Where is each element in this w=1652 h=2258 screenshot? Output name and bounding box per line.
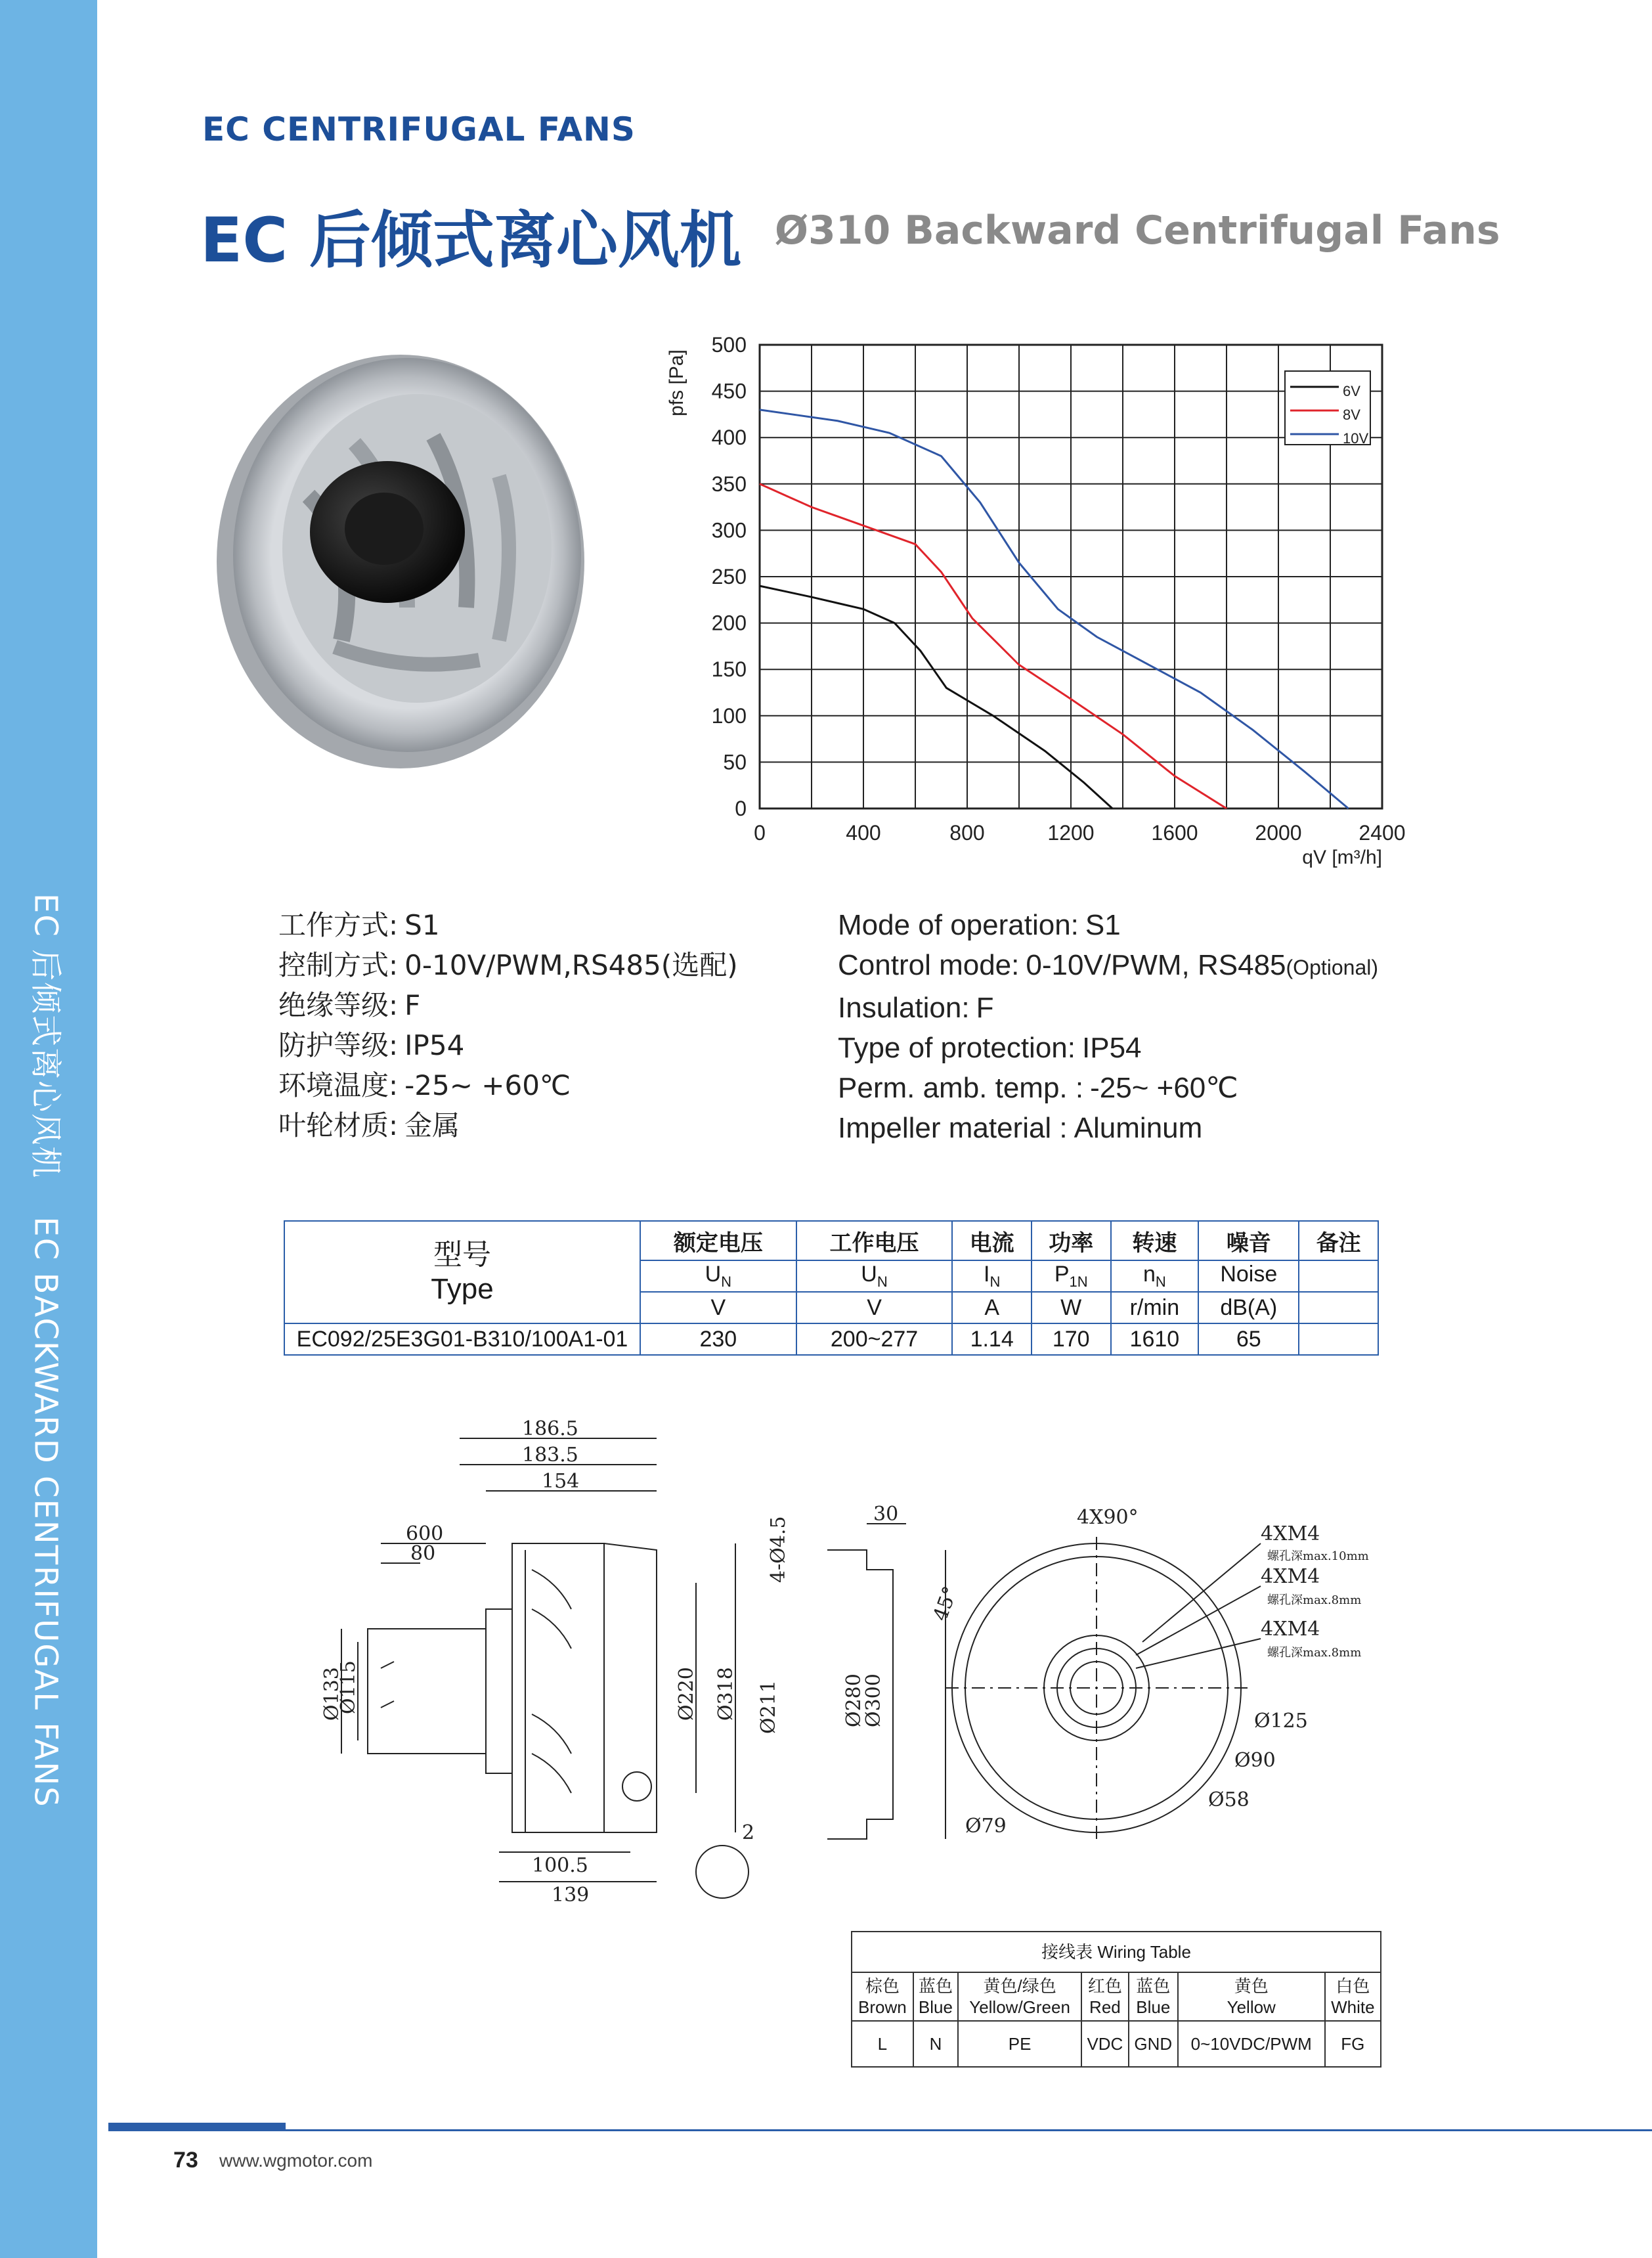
wiring-value-row bbox=[852, 2021, 1381, 2067]
dim-label: Ø115 bbox=[337, 1660, 360, 1714]
wiring-color-cell bbox=[1129, 1972, 1178, 2021]
y-tick-label: 0 bbox=[735, 797, 747, 820]
chart-ylabel: pfs [Pa] bbox=[666, 349, 687, 416]
y-tick-label: 450 bbox=[711, 379, 747, 403]
dim-label: 2 bbox=[742, 1821, 755, 1844]
dim-label: 600 bbox=[406, 1522, 444, 1545]
symbol-text: U bbox=[705, 1262, 722, 1287]
dim-label: Ø133 bbox=[320, 1667, 343, 1721]
dim-note: 螺孔深max.8mm bbox=[1267, 1593, 1362, 1607]
spec-row bbox=[838, 1108, 1378, 1148]
table-cell: 65 bbox=[1198, 1323, 1299, 1355]
dim-label: Ø90 bbox=[1234, 1749, 1276, 1772]
page-number: 73 bbox=[173, 2148, 198, 2173]
sidebar-text-en: EC BACKWARD CENTRIFUGAL FANS bbox=[27, 1216, 64, 1808]
wire-color-en: White bbox=[1331, 1997, 1375, 2017]
dim-label: 45° bbox=[928, 1583, 963, 1624]
dim-label: 100.5 bbox=[532, 1854, 588, 1877]
chart-series bbox=[760, 410, 1349, 808]
unit-cell: dB(A) bbox=[1198, 1292, 1299, 1323]
col-header: 电流 bbox=[952, 1221, 1032, 1260]
wiring-color-cell bbox=[958, 1972, 1081, 2021]
symbol-cell bbox=[1032, 1260, 1111, 1292]
col-header: 功率 bbox=[1032, 1221, 1111, 1260]
y-tick-label: 300 bbox=[711, 518, 747, 542]
wire-color-cn: 黄色/绿色 bbox=[983, 1976, 1056, 1996]
spec-value: 金属 bbox=[404, 1109, 460, 1141]
table-cell: 170 bbox=[1032, 1323, 1111, 1355]
x-tick-label: 400 bbox=[846, 821, 881, 845]
spec-label: Type of protection: bbox=[838, 1032, 1076, 1064]
spec-row bbox=[278, 1025, 738, 1065]
legend-label: 6V bbox=[1343, 383, 1360, 399]
spec-label: Control mode: bbox=[838, 949, 1020, 981]
wire-color-en: Blue bbox=[918, 1997, 953, 2017]
unit-cell: r/min bbox=[1111, 1292, 1199, 1323]
symbol-cell bbox=[1299, 1260, 1378, 1292]
dim-label: 4-Ø4.5 bbox=[767, 1516, 790, 1583]
spec-value: IP54 bbox=[1082, 1032, 1142, 1064]
spec-label: Impeller material : bbox=[838, 1112, 1068, 1144]
series-line-10V bbox=[760, 410, 1349, 808]
wiring-value-cell: L bbox=[852, 2021, 913, 2067]
y-tick-label: 50 bbox=[723, 750, 747, 774]
wiring-color-cell bbox=[852, 1972, 913, 2021]
symbol-subscript: N bbox=[877, 1273, 888, 1290]
wiring-value-cell: FG bbox=[1325, 2021, 1381, 2067]
type-label-cn: 型号 bbox=[433, 1239, 491, 1271]
legend-label: 8V bbox=[1343, 407, 1360, 423]
y-tick-label: 400 bbox=[711, 426, 747, 450]
unit-cell: W bbox=[1032, 1292, 1111, 1323]
spec-label: 工作方式: bbox=[278, 909, 399, 941]
page-title-cn: EC 后倾式离心风机 bbox=[200, 205, 741, 277]
col-header: 额定电压 bbox=[640, 1221, 796, 1260]
spec-label: 绝缘等级: bbox=[278, 989, 399, 1021]
spec-label: Insulation: bbox=[838, 992, 970, 1024]
spec-label: Perm. amb. temp. : bbox=[838, 1072, 1084, 1104]
specs-en bbox=[838, 905, 1378, 1148]
spec-row bbox=[838, 1028, 1378, 1068]
performance-chart bbox=[663, 332, 1412, 883]
wiring-color-cell bbox=[1178, 1972, 1325, 2021]
dim-label: 139 bbox=[552, 1884, 590, 1907]
x-tick-label: 0 bbox=[754, 821, 766, 845]
symbol-text: n bbox=[1142, 1262, 1156, 1287]
symbol-cell bbox=[952, 1260, 1032, 1292]
wire-color-cn: 红色 bbox=[1087, 1976, 1122, 1996]
wire-color-cn: 棕色 bbox=[865, 1976, 900, 1996]
unit-cell: A bbox=[952, 1292, 1032, 1323]
dim-label: 80 bbox=[410, 1542, 436, 1565]
dim-label: 4XM4 bbox=[1261, 1565, 1320, 1588]
dim-label: 30 bbox=[873, 1503, 899, 1526]
spec-value: S1 bbox=[404, 909, 440, 941]
wire-color-cn: 黄色 bbox=[1234, 1976, 1269, 1996]
table-row bbox=[284, 1323, 1378, 1355]
dim-label: 186.5 bbox=[522, 1417, 578, 1440]
spec-value: 0-10V/PWM,RS485(选配) bbox=[404, 949, 738, 981]
spec-row bbox=[278, 905, 738, 945]
series-line-6V bbox=[760, 586, 1112, 808]
y-tick-label: 200 bbox=[711, 611, 747, 635]
wire-color-cn: 蓝色 bbox=[1136, 1976, 1171, 1996]
dim-note: 螺孔深max.8mm bbox=[1267, 1646, 1362, 1660]
wire-color-en: Yellow/Green bbox=[969, 1997, 1070, 2017]
y-tick-label: 100 bbox=[711, 703, 747, 728]
footer-rule bbox=[108, 2129, 1652, 2131]
spec-value: F bbox=[976, 992, 994, 1024]
spec-label: 环境温度: bbox=[278, 1069, 399, 1101]
spec-row bbox=[838, 945, 1378, 988]
page-subtitle-en: Ø310 Backward Centrifugal Fans bbox=[775, 208, 1500, 254]
wiring-value-cell: N bbox=[913, 2021, 958, 2067]
wiring-color-cell bbox=[1325, 1972, 1381, 2021]
dim-label: Ø58 bbox=[1208, 1788, 1250, 1811]
symbol-cell bbox=[796, 1260, 953, 1292]
symbol-cell bbox=[1198, 1260, 1299, 1292]
table-cell: 1610 bbox=[1111, 1323, 1199, 1355]
specs-cn bbox=[278, 905, 738, 1145]
col-header: 噪音 bbox=[1198, 1221, 1299, 1260]
spec-value: Aluminum bbox=[1074, 1112, 1203, 1144]
spec-value: IP54 bbox=[404, 1029, 465, 1061]
spec-row bbox=[278, 985, 738, 1025]
wiring-value-cell: GND bbox=[1129, 2021, 1178, 2067]
front-view-labels bbox=[929, 1506, 1369, 1838]
dim-label: 154 bbox=[542, 1470, 580, 1493]
footer-accent-bar bbox=[108, 2123, 286, 2129]
technical-drawing bbox=[289, 1412, 1445, 1911]
spec-row bbox=[838, 988, 1378, 1028]
symbol-text: P bbox=[1054, 1262, 1070, 1287]
wire-color-en: Blue bbox=[1136, 1997, 1171, 2017]
dim-label: 4X90° bbox=[1077, 1506, 1139, 1529]
col-header: 工作电压 bbox=[796, 1221, 953, 1260]
dim-note: 螺孔深max.10mm bbox=[1267, 1549, 1369, 1563]
table-cell bbox=[1299, 1323, 1378, 1355]
spec-value: -25~ +60℃ bbox=[1090, 1072, 1238, 1104]
spec-row bbox=[838, 905, 1378, 945]
symbol-text: Noise bbox=[1220, 1262, 1278, 1287]
y-tick-label: 250 bbox=[711, 565, 747, 588]
model-table bbox=[284, 1220, 1379, 1356]
dim-label: Ø211 bbox=[757, 1680, 780, 1734]
wiring-table bbox=[851, 1931, 1381, 2068]
wire-color-en: Yellow bbox=[1227, 1997, 1276, 2017]
symbol-subscript: N bbox=[721, 1273, 732, 1290]
wire-color-en: Red bbox=[1089, 1997, 1121, 2017]
spec-value: 0-10V/PWM, RS485 bbox=[1026, 949, 1286, 981]
dim-label: Ø318 bbox=[714, 1667, 737, 1721]
symbol-cell bbox=[1111, 1260, 1199, 1292]
spec-row bbox=[278, 1105, 738, 1145]
type-label-en: Type bbox=[431, 1273, 494, 1305]
symbol-subscript: 1N bbox=[1069, 1273, 1088, 1290]
symbol-text: U bbox=[861, 1262, 877, 1287]
symbol-text: I bbox=[983, 1262, 990, 1287]
table-cell: 230 bbox=[640, 1323, 796, 1355]
x-tick-label: 2000 bbox=[1255, 821, 1302, 845]
spec-row bbox=[278, 1065, 738, 1105]
unit-cell bbox=[1299, 1292, 1378, 1323]
x-tick-label: 1200 bbox=[1047, 821, 1095, 845]
table-cell: 1.14 bbox=[952, 1323, 1032, 1355]
wiring-header-row bbox=[852, 1972, 1381, 2021]
wiring-value-cell: VDC bbox=[1081, 2021, 1129, 2067]
wire-color-cn: 蓝色 bbox=[918, 1976, 953, 1996]
dim-label: Ø300 bbox=[862, 1673, 885, 1727]
type-header-cell bbox=[284, 1221, 640, 1323]
profile-view-dims bbox=[757, 1503, 898, 1734]
unit-cell: V bbox=[796, 1292, 953, 1323]
fan-product-image bbox=[190, 332, 650, 785]
y-tick-label: 150 bbox=[711, 657, 747, 682]
x-tick-label: 1600 bbox=[1151, 821, 1198, 845]
chart-xlabel: qV [m³/h] bbox=[1302, 847, 1382, 868]
y-tick-label: 350 bbox=[711, 472, 747, 496]
website-url: www.wgmotor.com bbox=[219, 2150, 373, 2171]
dim-label: 183.5 bbox=[522, 1444, 578, 1467]
col-header: 转速 bbox=[1111, 1221, 1199, 1260]
dim-label: Ø125 bbox=[1254, 1710, 1308, 1733]
wiring-value-cell: PE bbox=[958, 2021, 1081, 2067]
model-name: EC092/25E3G01-B310/100A1-01 bbox=[284, 1323, 640, 1355]
spec-value: S1 bbox=[1085, 909, 1121, 941]
col-header: 备注 bbox=[1299, 1221, 1378, 1260]
dim-label: 4XM4 bbox=[1261, 1522, 1320, 1545]
sidebar-text-cn: EC 后倾式离心风机 bbox=[27, 893, 64, 1180]
category-heading: EC CENTRIFUGAL FANS bbox=[202, 110, 636, 148]
legend-label: 10V bbox=[1343, 430, 1369, 447]
series-line-8V bbox=[760, 484, 1227, 808]
spec-label: 防护等级: bbox=[278, 1029, 399, 1061]
spec-value: F bbox=[404, 989, 421, 1021]
wiring-color-cell bbox=[913, 1972, 958, 2021]
symbol-cell bbox=[640, 1260, 796, 1292]
spec-label: 控制方式: bbox=[278, 949, 399, 981]
symbol-subscript: N bbox=[1155, 1273, 1166, 1290]
spec-value: -25~ +60℃ bbox=[404, 1069, 571, 1101]
x-tick-label: 800 bbox=[949, 821, 985, 845]
wiring-color-cell bbox=[1081, 1972, 1129, 2021]
unit-cell: V bbox=[640, 1292, 796, 1323]
dim-label: Ø79 bbox=[965, 1815, 1007, 1838]
wiring-value-cell: 0~10VDC/PWM bbox=[1178, 2021, 1325, 2067]
table-cell: 200~277 bbox=[796, 1323, 953, 1355]
spec-label: Mode of operation: bbox=[838, 909, 1079, 941]
y-tick-label: 500 bbox=[711, 333, 747, 357]
spec-row bbox=[278, 945, 738, 985]
spec-label: 叶轮材质: bbox=[278, 1109, 399, 1141]
dim-label: Ø220 bbox=[675, 1667, 698, 1721]
chart-legend bbox=[1285, 371, 1370, 447]
x-tick-label: 2400 bbox=[1359, 821, 1406, 845]
dim-label: Ø280 bbox=[842, 1673, 865, 1727]
wire-color-cn: 白色 bbox=[1336, 1976, 1370, 1996]
spec-suffix: (Optional) bbox=[1286, 956, 1379, 979]
symbol-subscript: N bbox=[989, 1273, 1001, 1290]
spec-row bbox=[838, 1068, 1378, 1108]
wiring-title: 接线表 Wiring Table bbox=[852, 1932, 1381, 1972]
wire-color-en: Brown bbox=[858, 1997, 907, 2017]
sidebar-vertical-text bbox=[26, 893, 72, 1834]
dim-label: 4XM4 bbox=[1261, 1618, 1320, 1641]
